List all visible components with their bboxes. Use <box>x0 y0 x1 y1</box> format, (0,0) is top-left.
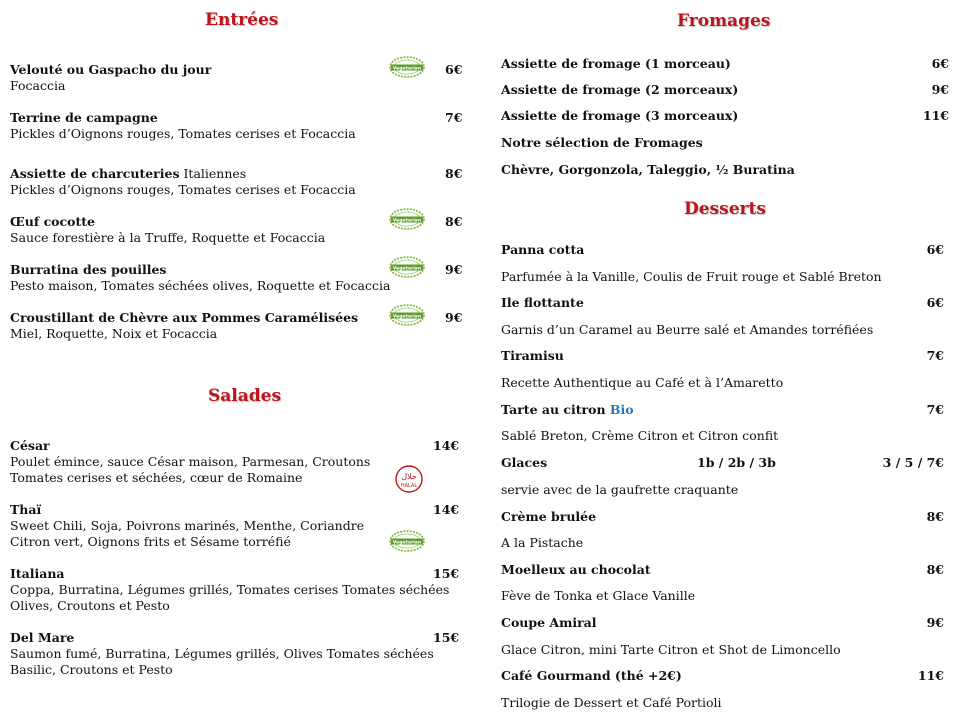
row-text: Sablé Breton, Crème Citron et Citron confit <box>501 428 779 443</box>
dessert-row <box>501 588 949 604</box>
item-name: César <box>10 438 50 453</box>
item-name: Assiette de charcuteries <box>10 166 180 181</box>
item-description: Sauce forestière à la Truffe, Roquette et Focaccia <box>10 230 326 245</box>
dessert-row <box>501 322 949 338</box>
item-description: Miel, Roquette, Noix et Focaccia <box>10 326 218 341</box>
row-text: Panna cotta <box>501 242 585 257</box>
glaces-sizes: 1b / 2b / 3b <box>697 455 776 470</box>
item-description: Coppa, Burratina, Légumes grillés, Tomates cerises Tomates séchées <box>10 582 450 597</box>
item-description: Pesto maison, Tomates séchées olives, Roquette et Focaccia <box>10 278 391 293</box>
row-price: 6€ <box>931 56 949 71</box>
item-description: Citron vert, Oignons frits et Sésame torréfié <box>10 534 291 549</box>
row-price: 6€ <box>926 242 944 257</box>
vegetarian-icon <box>388 208 426 230</box>
vegetarian-label: Vegetarian <box>392 66 422 72</box>
item-price: 9€ <box>445 262 463 277</box>
entree-item <box>10 166 465 198</box>
row-text: Fève de Tonka et Glace Vanille <box>501 588 696 603</box>
row-text: servie avec de la gaufrette craquante <box>501 482 739 497</box>
vegetarian-label: Vegetarian <box>392 218 422 224</box>
item-price: 8€ <box>445 166 463 181</box>
vegetarian-label: Vegetarian <box>392 266 422 272</box>
row-price: 11€ <box>922 108 949 123</box>
row-text: Glace Citron, mini Tarte Citron et Shot de Limoncello <box>501 642 841 657</box>
fromage-row <box>501 56 949 72</box>
row-text: Glaces <box>501 455 548 470</box>
row-text: A la Pistache <box>501 535 584 550</box>
item-name: Del Mare <box>10 630 75 645</box>
row-text: Garnis d’un Caramel au Beurre salé et Amandes torréfiées <box>501 322 874 337</box>
item-description: Saumon fumé, Burratina, Légumes grillés, Olives Tomates séchées <box>10 646 434 661</box>
row-text: Parfumée à la Vanille, Coulis de Fruit rouge et Sablé Breton <box>501 269 882 284</box>
dessert-row <box>501 642 949 658</box>
vegetarian-label: Vegetarian <box>392 314 422 320</box>
item-price: 6€ <box>445 62 463 77</box>
item-name: Terrine de campagne <box>10 110 158 125</box>
item-description: Pickles d’Oignons rouges, Tomates cerises et Focaccia <box>10 126 356 141</box>
item-name: Croustillant de Chèvre aux Pommes Caramélisées <box>10 310 359 325</box>
dessert-row <box>501 455 949 471</box>
dessert-row <box>501 295 949 311</box>
row-text: Ile flottante <box>501 295 584 310</box>
item-description: Focaccia <box>10 78 66 93</box>
row-text: Tiramisu <box>501 348 564 363</box>
row-text: Coupe Amiral <box>501 615 597 630</box>
item-description: Basilic, Croutons et Pesto <box>10 662 173 677</box>
salades-title: Salades <box>208 386 282 406</box>
row-text: Crème brulée <box>501 509 597 524</box>
salade-item <box>10 502 465 550</box>
item-price: 7€ <box>445 110 463 125</box>
entree-item <box>10 110 465 142</box>
dessert-row <box>501 242 949 258</box>
row-text: Chèvre, Gorgonzola, Taleggio, ½ Buratina <box>501 162 795 177</box>
item-name: Burratina des pouilles <box>10 262 167 277</box>
dessert-row <box>501 668 949 684</box>
item-description: Poulet émince, sauce César maison, Parmesan, Croutons <box>10 454 371 469</box>
dessert-row <box>501 375 949 391</box>
row-text: Tarte au citron <box>501 402 610 417</box>
item-description: Pickles d’Oignons rouges, Tomates cerises et Focaccia <box>10 182 356 197</box>
item-name-extra: Italiennes <box>179 166 247 181</box>
item-name: Italiana <box>10 566 65 581</box>
fromage-row <box>501 82 949 98</box>
halal-label: HALAL <box>400 483 418 489</box>
item-description: Sweet Chili, Soja, Poivrons marinés, Menthe, Coriandre <box>10 518 365 533</box>
row-text: Assiette de fromage (2 morceaux) <box>501 82 739 97</box>
vegetarian-icon <box>388 530 426 552</box>
row-price: 7€ <box>926 348 944 363</box>
item-price: 8€ <box>445 214 463 229</box>
vegetarian-icon <box>388 304 426 326</box>
dessert-row <box>501 562 949 578</box>
row-text: Trilogie de Dessert et Café Portioli <box>501 695 722 710</box>
entrees-title: Entrées <box>205 10 279 30</box>
dessert-row <box>501 428 949 444</box>
row-text: Café Gourmand (thé +2€) <box>501 668 682 683</box>
row-text: Moelleux au chocolat <box>501 562 651 577</box>
entree-item <box>10 310 465 342</box>
item-price: 15€ <box>433 566 460 581</box>
row-price: 9€ <box>931 82 949 97</box>
dessert-row <box>501 482 949 498</box>
salade-item <box>10 566 465 614</box>
row-price: 9€ <box>926 615 944 630</box>
halal-arabic-label: حلال <box>401 472 417 481</box>
item-description: Olives, Croutons et Pesto <box>10 598 170 613</box>
item-name: Œuf cocotte <box>10 214 95 229</box>
row-text: Notre sélection de Fromages <box>501 135 703 150</box>
row-price: 7€ <box>926 402 944 417</box>
entree-item <box>10 62 465 94</box>
row-price: 11€ <box>917 668 944 683</box>
item-description: Tomates cerises et séchées, cœur de Romaine <box>10 470 303 485</box>
dessert-row <box>501 535 949 551</box>
entree-item <box>10 262 465 294</box>
dessert-row <box>501 348 949 364</box>
item-price: 14€ <box>433 438 460 453</box>
row-price: 8€ <box>926 509 944 524</box>
dessert-row <box>501 269 949 285</box>
dessert-row <box>501 509 949 525</box>
row-price: 3 / 5 / 7€ <box>882 455 944 470</box>
fromages-title: Fromages <box>677 11 771 31</box>
desserts-title: Desserts <box>684 199 766 219</box>
row-price: 6€ <box>926 295 944 310</box>
vegetarian-label: Vegetarian <box>392 540 422 546</box>
fromage-row <box>501 162 949 178</box>
row-text: Assiette de fromage (3 morceaux) <box>501 108 739 123</box>
item-name: Thaï <box>10 502 42 517</box>
row-price: 8€ <box>926 562 944 577</box>
vegetarian-icon <box>388 256 426 278</box>
salade-item <box>10 438 465 489</box>
vegetarian-icon <box>388 56 426 78</box>
dessert-row <box>501 402 949 418</box>
row-text: Recette Authentique au Café et à l’Amaretto <box>501 375 784 390</box>
row-text: Assiette de fromage (1 morceau) <box>501 56 731 71</box>
item-price: 15€ <box>433 630 460 645</box>
entree-item <box>10 214 465 246</box>
bio-label: Bio <box>609 402 634 417</box>
item-price: 14€ <box>433 502 460 517</box>
halal-icon <box>390 464 428 494</box>
dessert-row <box>501 695 949 711</box>
fromage-row <box>501 135 949 151</box>
item-price: 9€ <box>445 310 463 325</box>
item-name: Velouté ou Gaspacho du jour <box>10 62 212 77</box>
dessert-row <box>501 615 949 631</box>
salade-item <box>10 630 465 678</box>
fromage-row <box>501 108 949 124</box>
